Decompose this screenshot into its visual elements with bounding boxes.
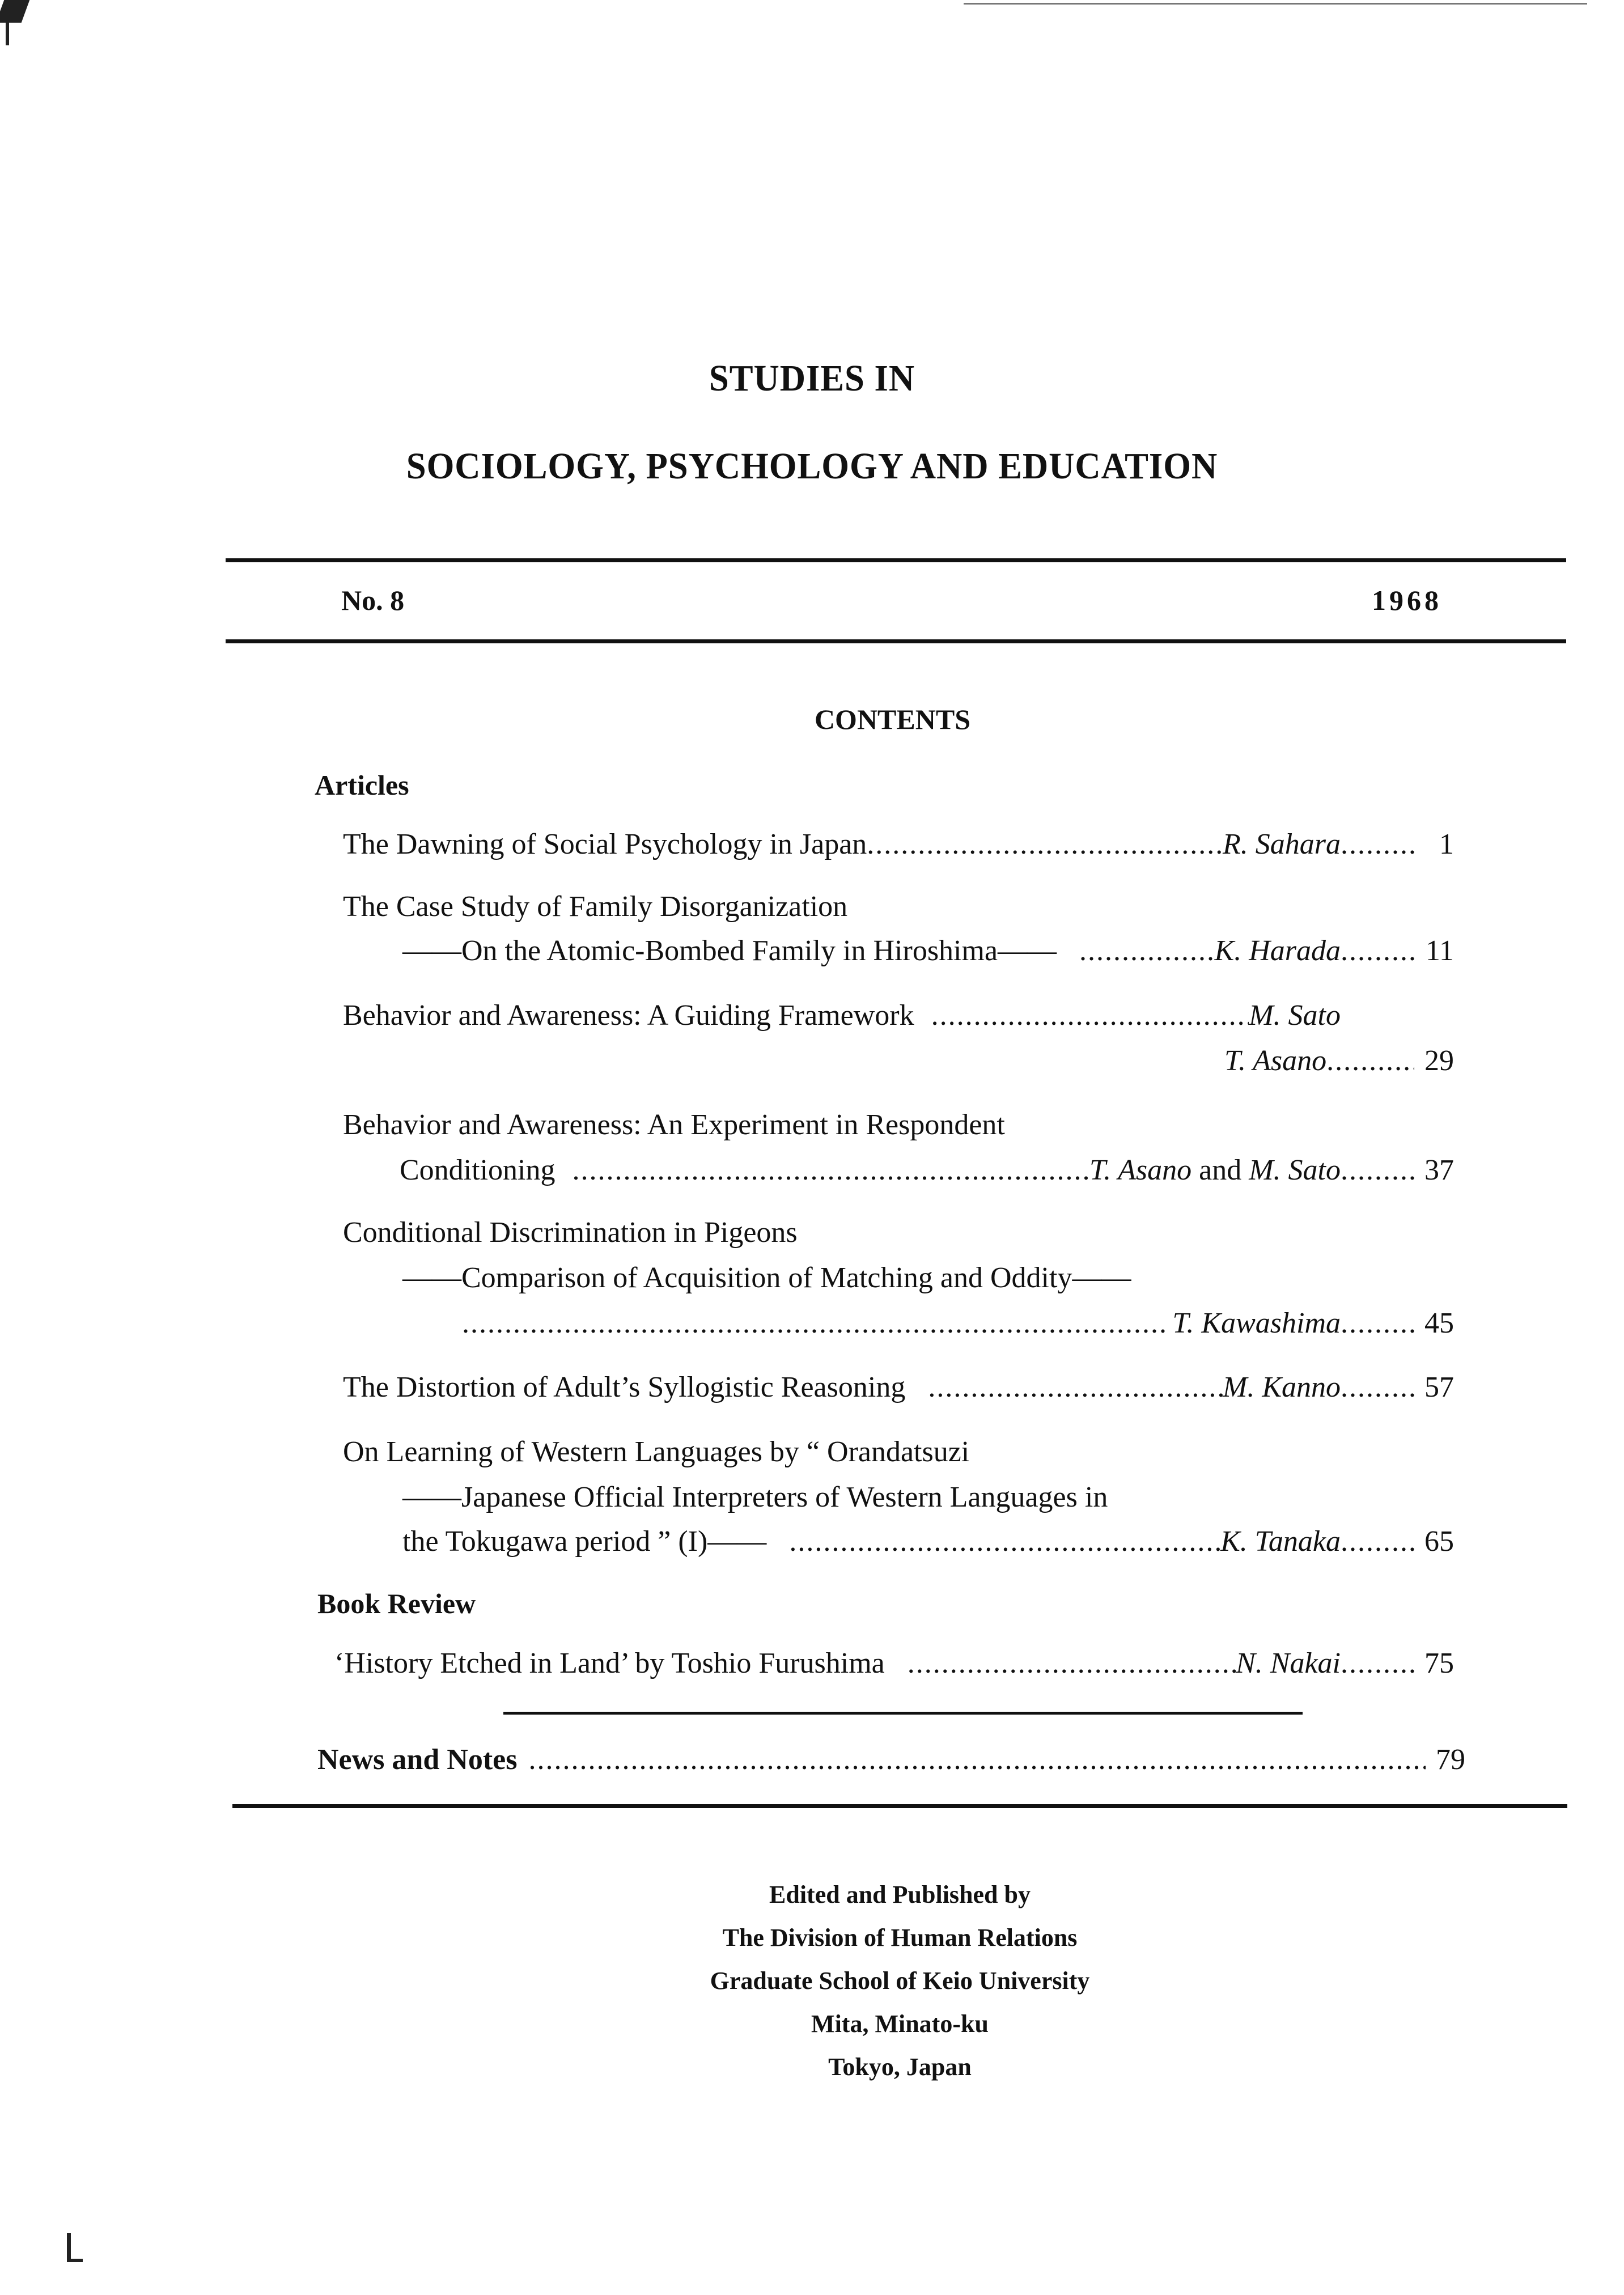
leader-dots <box>1326 1044 1414 1077</box>
contents-rule-bottom <box>232 1804 1567 1808</box>
issue-rule-bottom <box>226 639 1566 643</box>
toc-entry[interactable] <box>462 1306 1454 1340</box>
leader-dots <box>1341 828 1414 861</box>
publisher-line1: Edited and Published by <box>769 1881 1031 1908</box>
entry-author: R. Sahara <box>1223 828 1341 860</box>
journal-title-line1: STUDIES IN <box>709 358 915 399</box>
entry-page: 65 <box>1424 1525 1454 1558</box>
issue-rule-top <box>226 558 1566 562</box>
entry-title: On Learning of Western Languages by “ Orandatsuzi <box>343 1436 970 1468</box>
leader-dots <box>1341 1647 1414 1680</box>
leader-dots <box>789 1525 1220 1558</box>
entry-author-2: M. Sato <box>1249 1154 1341 1186</box>
entry-page: 79 <box>1436 1743 1465 1776</box>
leader-dots <box>867 828 1223 861</box>
entry-page: 37 <box>1424 1154 1454 1186</box>
articles-heading: Articles <box>315 769 409 801</box>
entry-author: N. Nakai <box>1236 1647 1341 1679</box>
entry-subtitle: ——Comparison of Acquisition of Matching and Oddity—— <box>402 1262 1131 1294</box>
contents-heading: CONTENTS <box>814 703 971 735</box>
leader-dots <box>1341 1306 1414 1340</box>
leader-dots <box>528 1743 1426 1776</box>
scan-artifact-top-edge <box>964 3 1587 5</box>
entry-title: The Case Study of Family Disorganization <box>343 890 848 923</box>
toc-entry[interactable] <box>343 1371 1454 1404</box>
news-label: News and Notes <box>317 1743 518 1776</box>
publisher-line3: Graduate School of Keio University <box>710 1967 1090 1995</box>
leader-dots <box>1079 934 1214 968</box>
toc-entry[interactable] <box>343 828 1454 861</box>
entry-title: Conditional Discrimination in Pigeons <box>343 1216 798 1249</box>
leader-dots <box>462 1306 1165 1340</box>
toc-entry[interactable] <box>334 1647 1454 1680</box>
entry-page: 75 <box>1424 1647 1454 1679</box>
entry-title-cont: Conditioning <box>400 1154 556 1186</box>
leader-dots <box>1341 1153 1414 1187</box>
leader-dots <box>1341 934 1414 968</box>
entry-title: The Dawning of Social Psychology in Japan <box>343 828 867 860</box>
entry-author-2: T. Asano <box>1224 1045 1327 1077</box>
scan-artifact-left-edge <box>6 23 9 45</box>
entry-subtitle-cont: the Tokugawa period ” (I)—— <box>402 1525 767 1558</box>
issue-year: 1968 <box>1372 584 1442 616</box>
leader-dots <box>931 999 1249 1032</box>
entry-page: 45 <box>1424 1307 1454 1339</box>
entry-author: K. Harada <box>1214 935 1341 967</box>
entry-page: 29 <box>1424 1045 1454 1077</box>
entry-author: K. Tanaka <box>1220 1525 1341 1558</box>
entry-page: 1 <box>1439 828 1454 860</box>
book-review-heading: Book Review <box>317 1588 476 1619</box>
leader-dots <box>1341 1525 1414 1558</box>
entry-page: 11 <box>1425 935 1454 967</box>
toc-entry[interactable] <box>402 1525 1454 1558</box>
leader-dots <box>1341 1371 1414 1404</box>
scan-artifact-top-left <box>0 0 29 23</box>
issue-number: No. 8 <box>341 584 405 616</box>
entry-page: 57 <box>1424 1371 1454 1403</box>
scan-artifact-bottom-left <box>67 2233 71 2262</box>
publisher-line4: Mita, Minato-ku <box>811 2010 989 2038</box>
author-joiner: and <box>1199 1154 1242 1186</box>
entry-title: ‘History Etched in Land’ by Toshio Furushima <box>334 1647 885 1679</box>
toc-entry-news[interactable] <box>317 1743 1465 1776</box>
entry-author: T. Asano <box>1089 1154 1192 1186</box>
publisher-line5: Tokyo, Japan <box>828 2053 972 2081</box>
leader-dots <box>572 1153 1089 1187</box>
entry-title: Behavior and Awareness: An Experiment in Respondent <box>343 1109 1005 1141</box>
leader-dots <box>928 1371 1223 1404</box>
toc-entry[interactable] <box>343 999 1341 1032</box>
entry-subtitle: ——On the Atomic-Bombed Family in Hiroshima—— <box>402 935 1057 967</box>
entry-subtitle: ——Japanese Official Interpreters of Western Languages in <box>402 1481 1108 1513</box>
leader-dots <box>908 1647 1236 1680</box>
entry-author: M. Kanno <box>1223 1371 1341 1403</box>
section-divider <box>503 1712 1303 1715</box>
entry-author: M. Sato <box>1249 999 1341 1032</box>
entry-title: The Distortion of Adult’s Syllogistic Reasoning <box>343 1371 906 1403</box>
entry-title: Behavior and Awareness: A Guiding Framework <box>343 999 914 1032</box>
publisher-line2: The Division of Human Relations <box>722 1924 1078 1952</box>
journal-title-line2: SOCIOLOGY, PSYCHOLOGY AND EDUCATION <box>406 446 1218 487</box>
scan-artifact-bottom-left-foot <box>67 2259 83 2262</box>
toc-entry-cont <box>1224 1044 1454 1077</box>
toc-entry[interactable] <box>402 934 1454 968</box>
toc-entry[interactable] <box>400 1153 1454 1187</box>
entry-author: T. Kawashima <box>1172 1307 1341 1339</box>
